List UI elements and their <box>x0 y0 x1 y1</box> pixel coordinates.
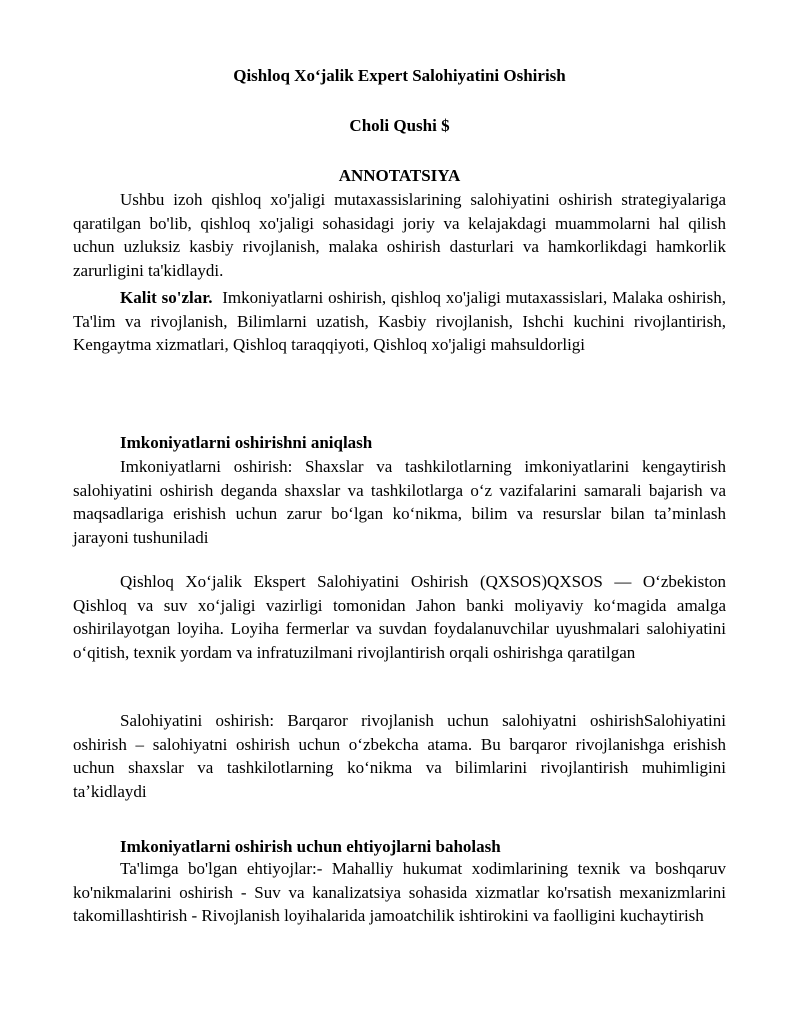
annotation-paragraph: Ushbu izoh qishloq xo'jaligi mutaxassislarining salohiyatini oshirish strategiyalariga qaratilgan bo'lib, qishloq xo'jaligi sohasidagi joriy va kelajakdagi muammolarni hal qilish uchun uzluksiz kasbiy rivojlanish, malaka oshirish dasturlari va hamkorlikdagi hamkorlik zarurligini ta'kidlaydi. <box>73 190 726 280</box>
keywords-label: Kalit so'zlar. <box>120 288 213 307</box>
section-heading-needs-assessment: Imkoniyatlarni oshirish uchun ehtiyojlarni baholash <box>120 837 501 856</box>
document-title: Qishloq Xoʻjalik Expert Salohiyatini Oshirish <box>233 66 566 85</box>
keywords-text: Imkoniyatlarni oshirish, qishloq xo'jaligi mutaxassislari, Malaka oshirish, Ta'lim va rivojlanish, Bilimlarni uzatish, Kasbiy rivojlanish, Ishchi kuchini rivojlantirish, Kengaytma xizmatlari, Qishloq taraqqiyoti, Qishloq xo'jaligi mahsuldorligi <box>73 288 726 354</box>
annotation-heading: ANNOTATSIYA <box>338 166 461 185</box>
document-author: Choli Qushi $ <box>349 116 450 135</box>
section1-paragraph-3: Salohiyatini oshirish: Barqaror rivojlanish uchun salohiyatni oshirishSalohiyatini oshirish – salohiyatni oshirish uchun oʻzbekcha atama. Bu barqaror rivojlanishga erishish uchun shaxslar va tashkilotlarning koʻnikma va bilimlarini rivojlantirish muhimligini taʼkidlaydi <box>73 711 726 801</box>
keywords-paragraph <box>73 286 726 357</box>
section2-paragraph-1: Ta'limga bo'lgan ehtiyojlar:- Mahalliy hukumat xodimlarining texnik va boshqaruv ko'nikmalarini oshirish - Suv va kanalizatsiya sohasida xizmatlar ko'rsatish mexanizmlarini takomillashtirish - Rivojlanish loyihalarida jamoatchilik ishtirokini va faolligini kuchaytirish <box>73 859 726 925</box>
section1-paragraph-2: Qishloq Xoʻjalik Ekspert Salohiyatini Oshirish (QXSOS)QXSOS — Oʻzbekiston Qishloq va suv xoʻjaligi vazirligi tomonidan Jahon banki moliyaviy koʻmagida amalga oshirilayotgan loyiha. Loyiha fermerlar va suvdan foydalanuvchilar uyushmalari salohiyatini oʻqitish, texnik yordam va infratuzilmani rivojlantirish orqali oshirishga qaratilgan <box>73 572 726 662</box>
section-heading-capacity-definition: Imkoniyatlarni oshirishni aniqlash <box>120 433 373 452</box>
section1-paragraph-1: Imkoniyatlarni oshirish: Shaxslar va tashkilotlarning imkoniyatlarini kengaytirish salohiyatini oshirish deganda shaxslar va tashkilotlarga oʻz vazifalarini samarali bajarish va maqsadlariga erishish uchun zarur boʻlgan koʻnikma, bilim va resurslar bilan taʼminlash jarayoni tushuniladi <box>73 457 726 547</box>
